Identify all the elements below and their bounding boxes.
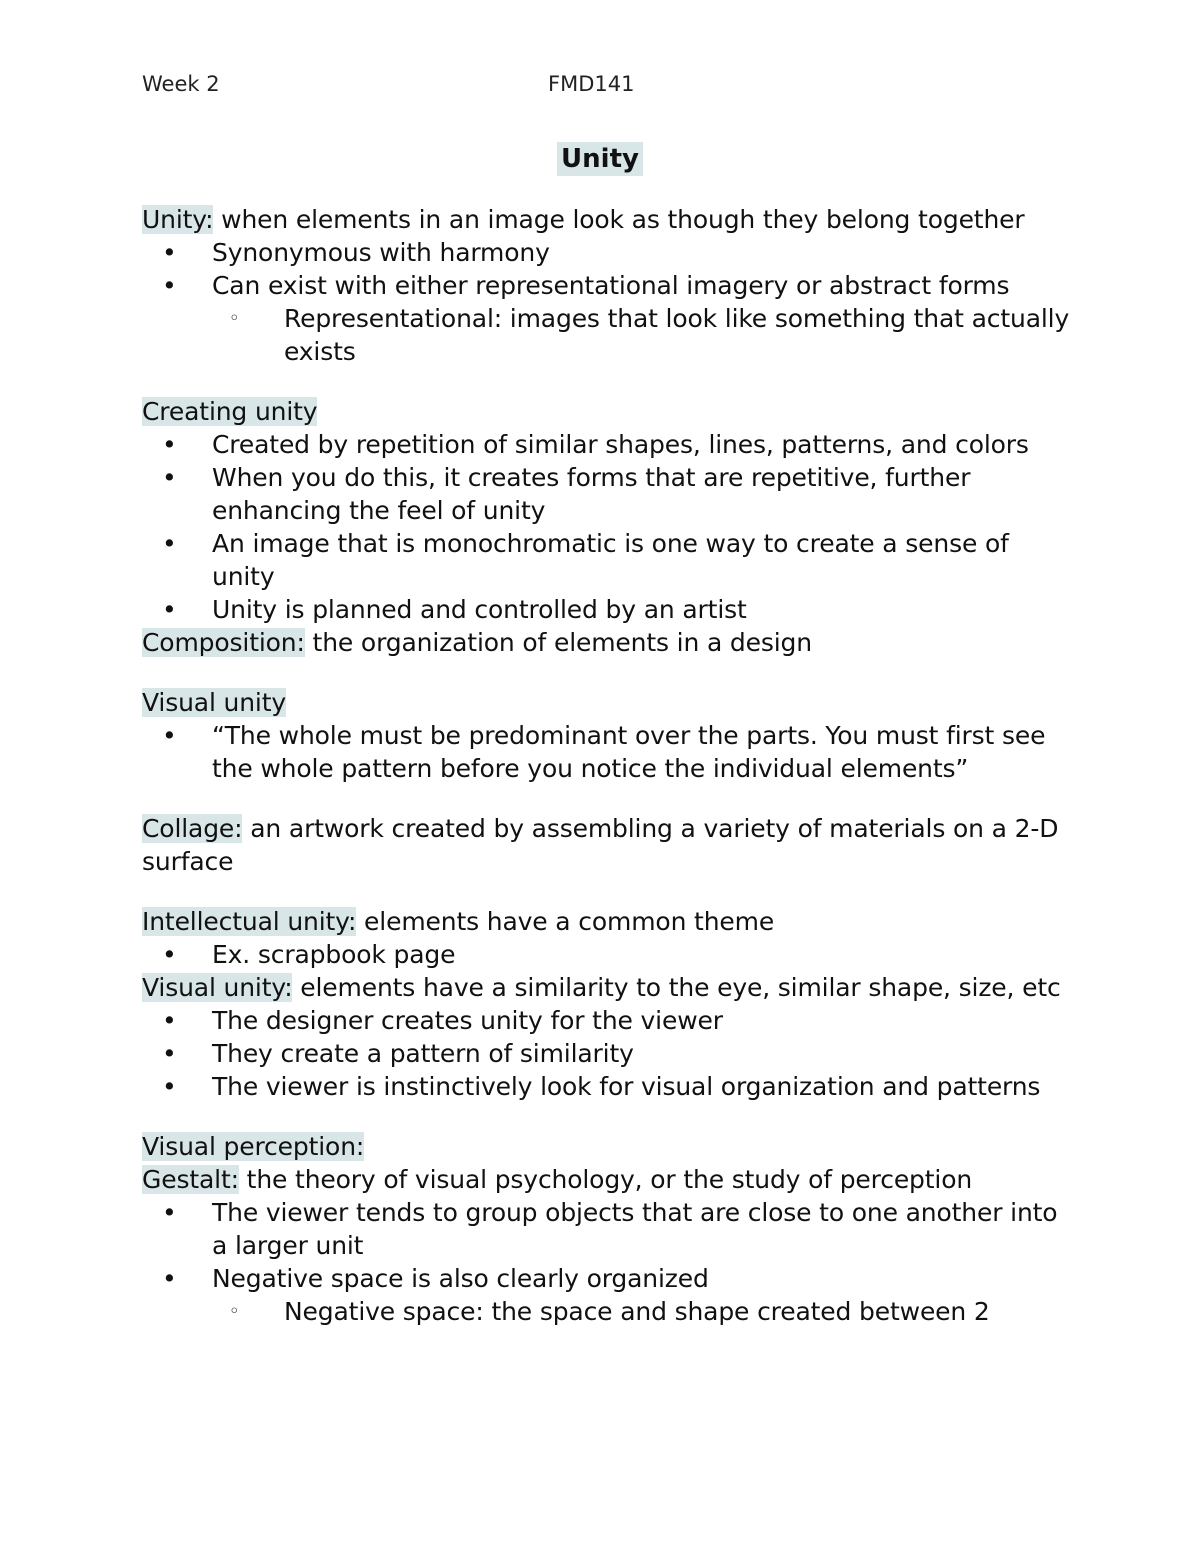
list-item <box>142 1004 1072 1037</box>
bullet-icon: • <box>162 430 177 459</box>
sub-bullets <box>212 1295 1072 1328</box>
term-composition: Composition: <box>142 628 305 657</box>
unity-definition <box>142 203 1072 236</box>
term-unity: Unity: <box>142 205 214 234</box>
sub-bullet-icon: ◦ <box>229 1301 240 1322</box>
list-item-text: “The whole must be predominant over the parts. You must first see the whole pattern before you notice the individual elements” <box>212 721 1046 783</box>
list-item-text: Ex. scrapbook page <box>212 940 456 969</box>
bullet-icon: • <box>162 940 177 969</box>
definition-visual-unity: elements have a similarity to the eye, similar shape, size, etc <box>292 973 1061 1002</box>
heading-text: Visual perception: <box>142 1132 365 1161</box>
sub-list-item-text: Representational: images that look like something that actually exists <box>284 304 1070 366</box>
bullet-icon: • <box>162 238 177 267</box>
list-item-text: The viewer is instinctively look for visual organization and patterns <box>212 1072 1041 1101</box>
list-item <box>142 269 1072 368</box>
bullet-icon: • <box>162 595 177 624</box>
term-intellectual-unity: Intellectual unity: <box>142 907 357 936</box>
list-item-text: They create a pattern of similarity <box>212 1039 634 1068</box>
bullet-icon: • <box>162 721 177 750</box>
term-gestalt: Gestalt: <box>142 1165 239 1194</box>
term-visual-unity: Visual unity: <box>142 973 293 1002</box>
list-item <box>142 428 1072 461</box>
definition-collage: an artwork created by assembling a variety of materials on a 2-D surface <box>142 814 1059 876</box>
visual-unity-definition <box>142 971 1072 1004</box>
bullet-icon: • <box>162 1264 177 1293</box>
definition-composition: the organization of elements in a design <box>304 628 812 657</box>
list-item <box>142 1037 1072 1070</box>
list-item <box>142 461 1072 527</box>
visual-perception-heading <box>142 1130 1072 1163</box>
list-item <box>142 1196 1072 1262</box>
sub-list-item <box>212 302 1072 368</box>
collage-definition <box>142 812 1072 878</box>
term-collage: Collage: <box>142 814 243 843</box>
visual-unity-bullets <box>142 1004 1072 1103</box>
heading-text: Visual unity <box>142 688 287 717</box>
bullet-icon: • <box>162 271 177 300</box>
list-item-text: An image that is monochromatic is one way to create a sense of unity <box>212 529 1009 591</box>
page-header <box>142 72 1062 100</box>
bullet-icon: • <box>162 1039 177 1068</box>
composition-definition <box>142 626 1072 659</box>
visual-unity-heading <box>142 686 1072 719</box>
header-week: Week 2 <box>142 72 220 96</box>
sub-list-item <box>212 1295 1072 1328</box>
list-item <box>142 527 1072 593</box>
list-item-text: The designer creates unity for the viewer <box>212 1006 723 1035</box>
visual-unity-quote-bullets <box>142 719 1072 785</box>
gestalt-definition <box>142 1163 1072 1196</box>
creating-unity-bullets <box>142 428 1072 593</box>
bullet-icon: • <box>162 463 177 492</box>
bullet-icon: • <box>162 529 177 558</box>
list-item <box>142 938 1072 971</box>
list-item-text: Can exist with either representational imagery or abstract forms <box>212 271 1010 300</box>
list-item <box>142 236 1072 269</box>
definition-gestalt: the theory of visual psychology, or the study of perception <box>238 1165 973 1194</box>
sub-bullets <box>212 302 1072 368</box>
bullet-icon: • <box>162 1198 177 1227</box>
document-body <box>142 203 1072 1328</box>
list-item-text: Created by repetition of similar shapes, lines, patterns, and colors <box>212 430 1029 459</box>
list-item <box>142 1262 1072 1328</box>
definition-intellectual-unity: elements have a common theme <box>356 907 775 936</box>
creating-unity-heading <box>142 395 1072 428</box>
list-item-text: Negative space is also clearly organized <box>212 1264 709 1293</box>
title-text: Unity <box>557 142 643 176</box>
sub-list-item-text: Negative space: the space and shape created between 2 <box>284 1297 990 1326</box>
intellectual-unity-bullets <box>142 938 1072 971</box>
creating-unity-extra-bullets <box>142 593 1072 626</box>
list-item-text: The viewer tends to group objects that are close to one another into a larger unit <box>212 1198 1058 1260</box>
bullet-icon: • <box>162 1072 177 1101</box>
list-item <box>142 719 1072 785</box>
intellectual-unity-definition <box>142 905 1072 938</box>
heading-text: Creating unity <box>142 397 318 426</box>
bullet-icon: • <box>162 1006 177 1035</box>
list-item-text: Unity is planned and controlled by an artist <box>212 595 747 624</box>
list-item-text: When you do this, it creates forms that are repetitive, further enhancing the feel of unity <box>212 463 971 525</box>
definition-unity: when elements in an image look as though they belong together <box>213 205 1025 234</box>
unity-bullets <box>142 236 1072 368</box>
list-item-text: Synonymous with harmony <box>212 238 550 267</box>
sub-bullet-icon: ◦ <box>229 308 240 329</box>
list-item <box>142 593 1072 626</box>
header-course-code: FMD141 <box>548 72 635 96</box>
list-item <box>142 1070 1072 1103</box>
gestalt-bullets <box>142 1196 1072 1328</box>
document-title <box>0 140 1200 178</box>
